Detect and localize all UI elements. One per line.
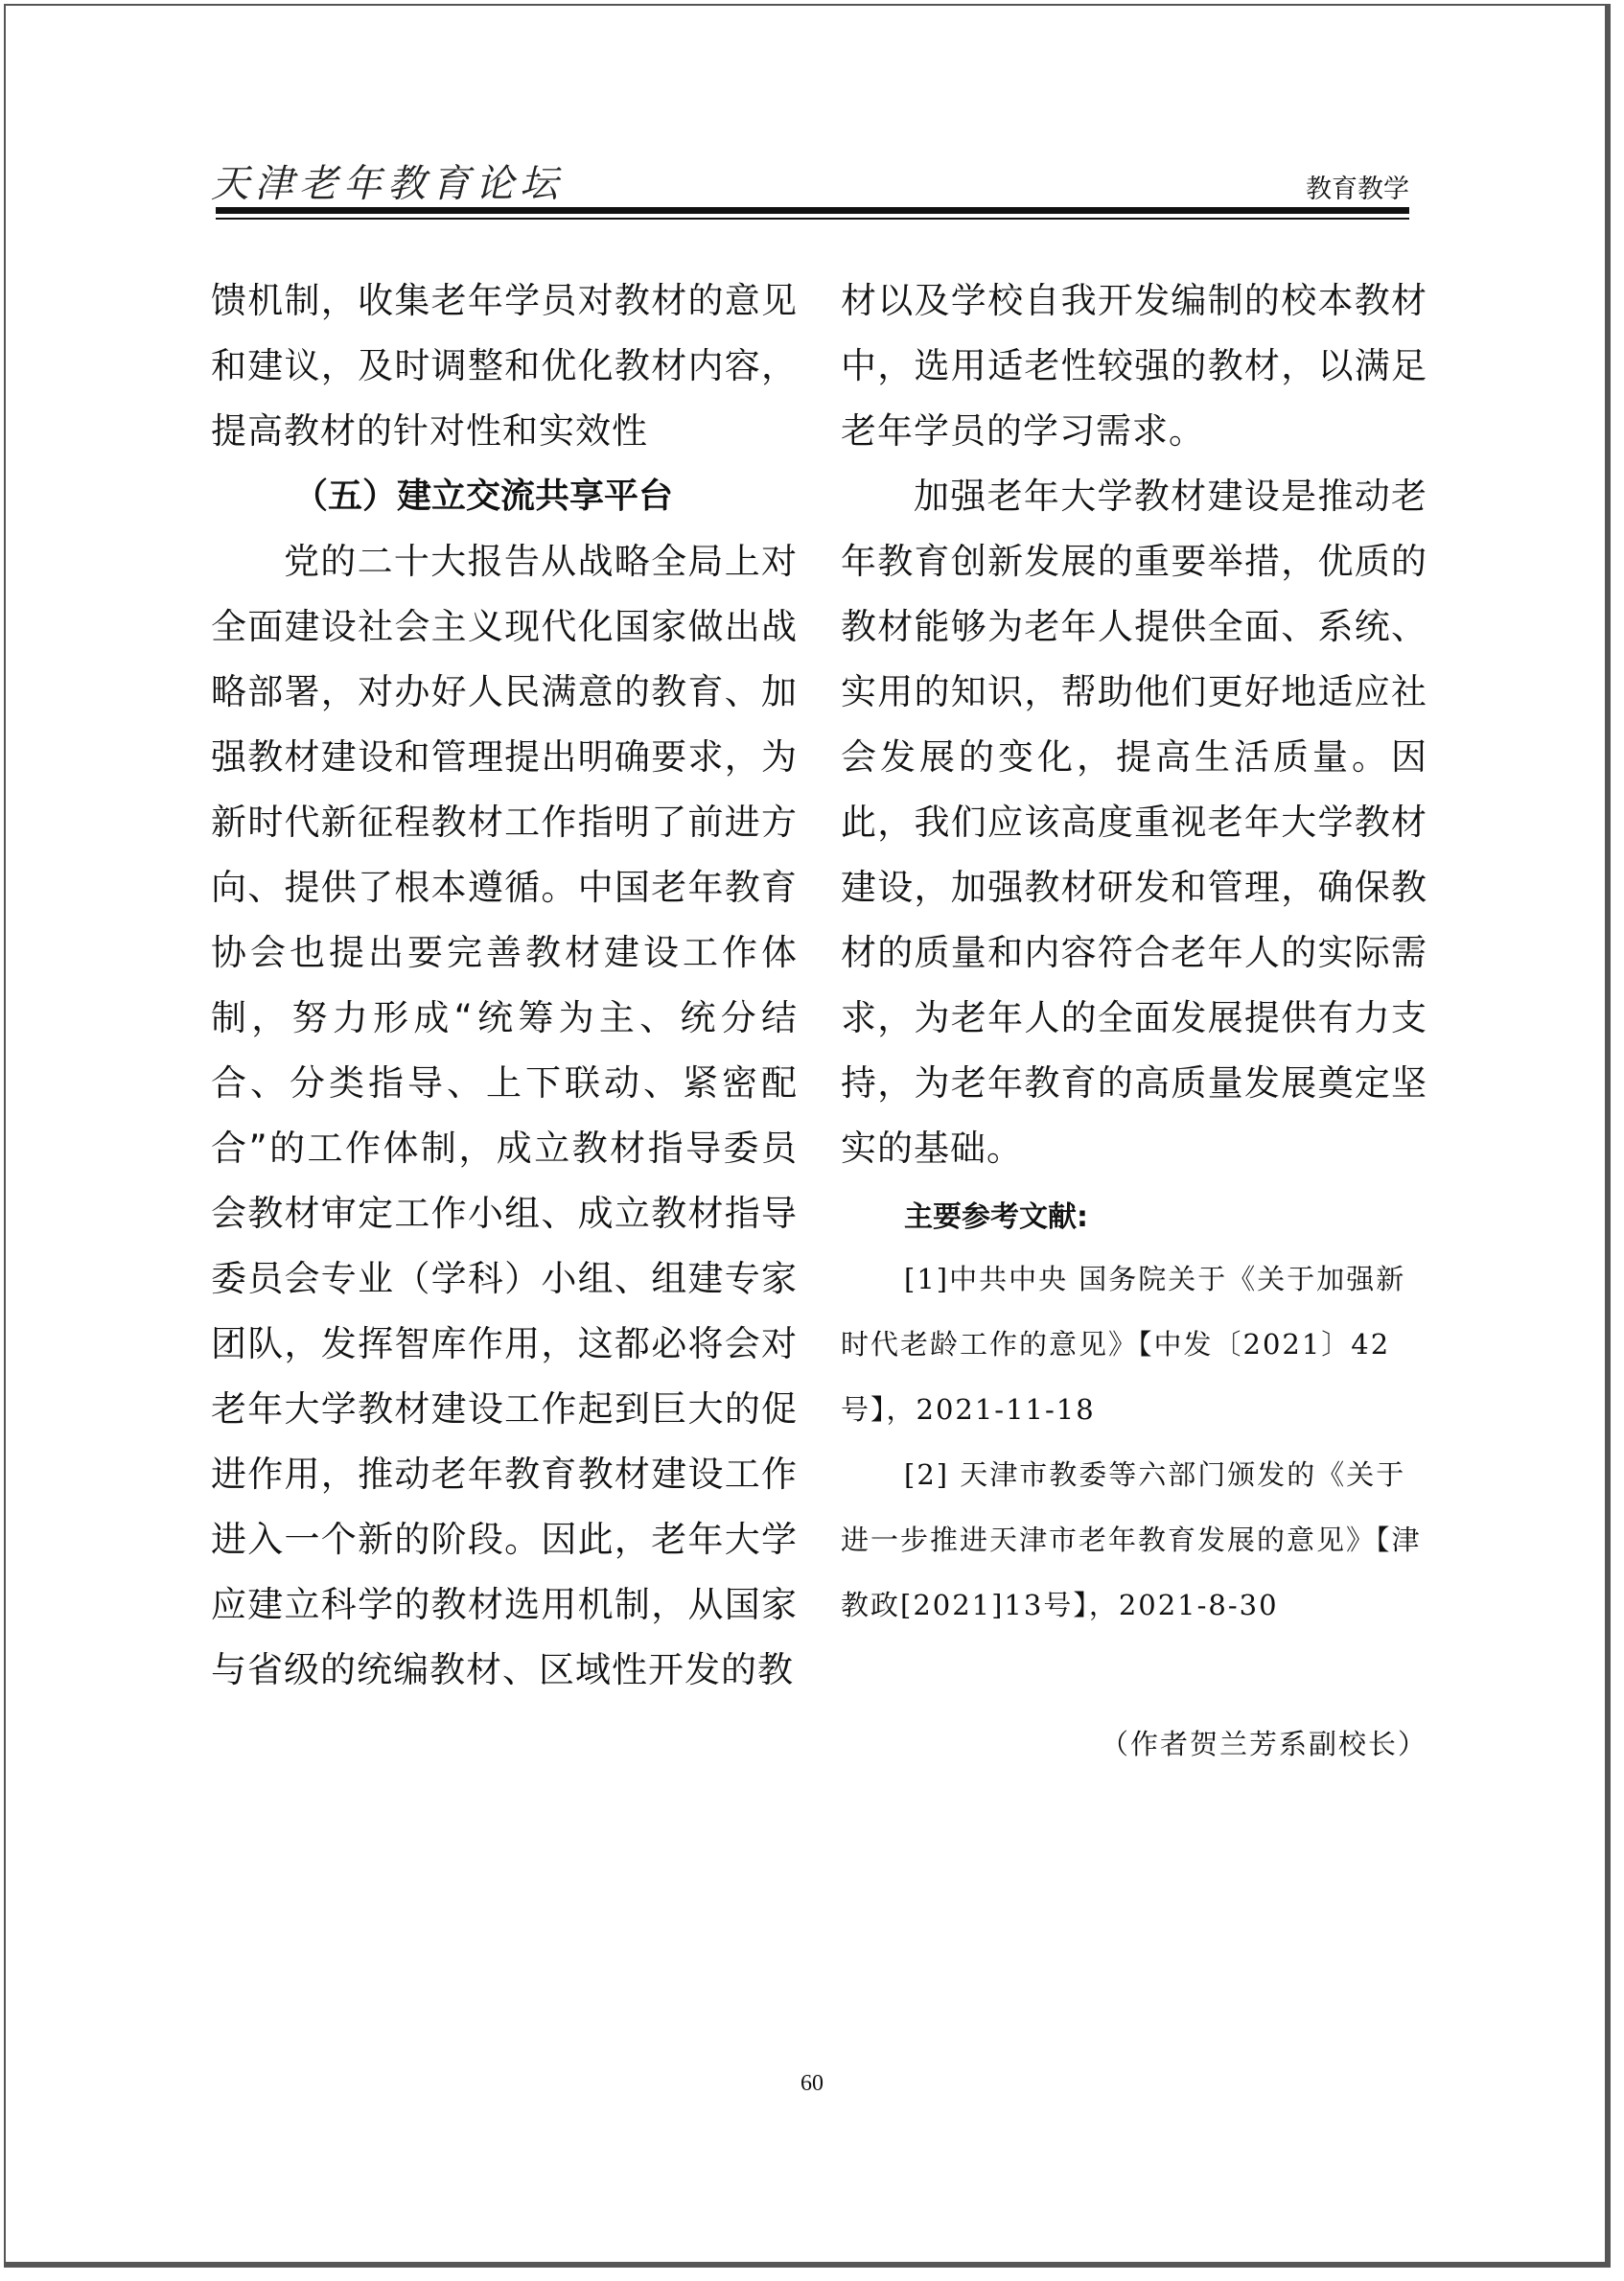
paragraph: 加强老年大学教材建设是推动老年教育创新发展的重要举措，优质的教材能够为老年人提供全面、系统、实用的知识，帮助他们更好地适应社会发展的变化，提高生活质量。因此，我们应该高度重视老年大学教材建设，加强教材研发和管理，确保教材的质量和内容符合老年人的实际需求，为老年人的全面发展提供有力支持，为老年教育的高质量发展奠定坚实的基础。 [841,476,1427,1169]
reference-item: [1]中共中央 国务院关于《关于加强新时代老龄工作的意见》【中发〔2021〕42号】，2021-11-18 [841,1263,1406,1426]
author-note: （作者贺兰芳系副校长） [1100,1728,1427,1760]
left-column [211,268,798,1703]
page-number: 60 [800,2071,824,2096]
paragraph: 馈机制，收集老年学员对教材的意见和建议，及时调整和优化教材内容，提高教材的针对性和实效性 [211,280,798,452]
paragraph: 党的二十大报告从战略全局上对全面建设社会主义现代化国家做出战略部署，对办好人民满意的教育、加强教材建设和管理提出明确要求，为新时代新征程教材工作指明了前进方向、提供了根本遵循。中国老年教育协会也提出要完善教材建设工作体制，努力形成“统筹为主、统分结合、分类指导、上下联动、紧密配合”的工作体制，成立教材指导委员会教材审定工作小组、成立教材指导委员会专业（学科）小组、组建专家团队，发挥智库作用，这都必将会对老年大学教材建设工作起到巨大的促进作用，推动老年教育教材建设工作进入一个新的阶段。因此，老年大学应建立科学的教材选用机制，从国家与省级的统编教材、区域性开发的教 [211,541,798,1690]
header-rule-thick [216,207,1409,214]
journal-masthead: 天津老年教育论坛 [211,162,564,206]
references-heading: 主要参考文献: [904,1200,1088,1234]
section-label: 教育教学 [1306,175,1409,204]
paragraph: 材以及学校自我开发编制的校本教材中，选用适老性较强的教材，以满足老年学员的学习需求。 [841,280,1427,452]
reference-item: [2] 天津市教委等六部门颁发的《关于进一步推进天津市老年教育发展的意见》【津教政[2021]13号】，2021-8-30 [841,1458,1422,1621]
section-subheading: （五）建立交流共享平台 [293,477,674,516]
right-column [841,268,1427,1760]
header-rule-thin [216,218,1409,220]
